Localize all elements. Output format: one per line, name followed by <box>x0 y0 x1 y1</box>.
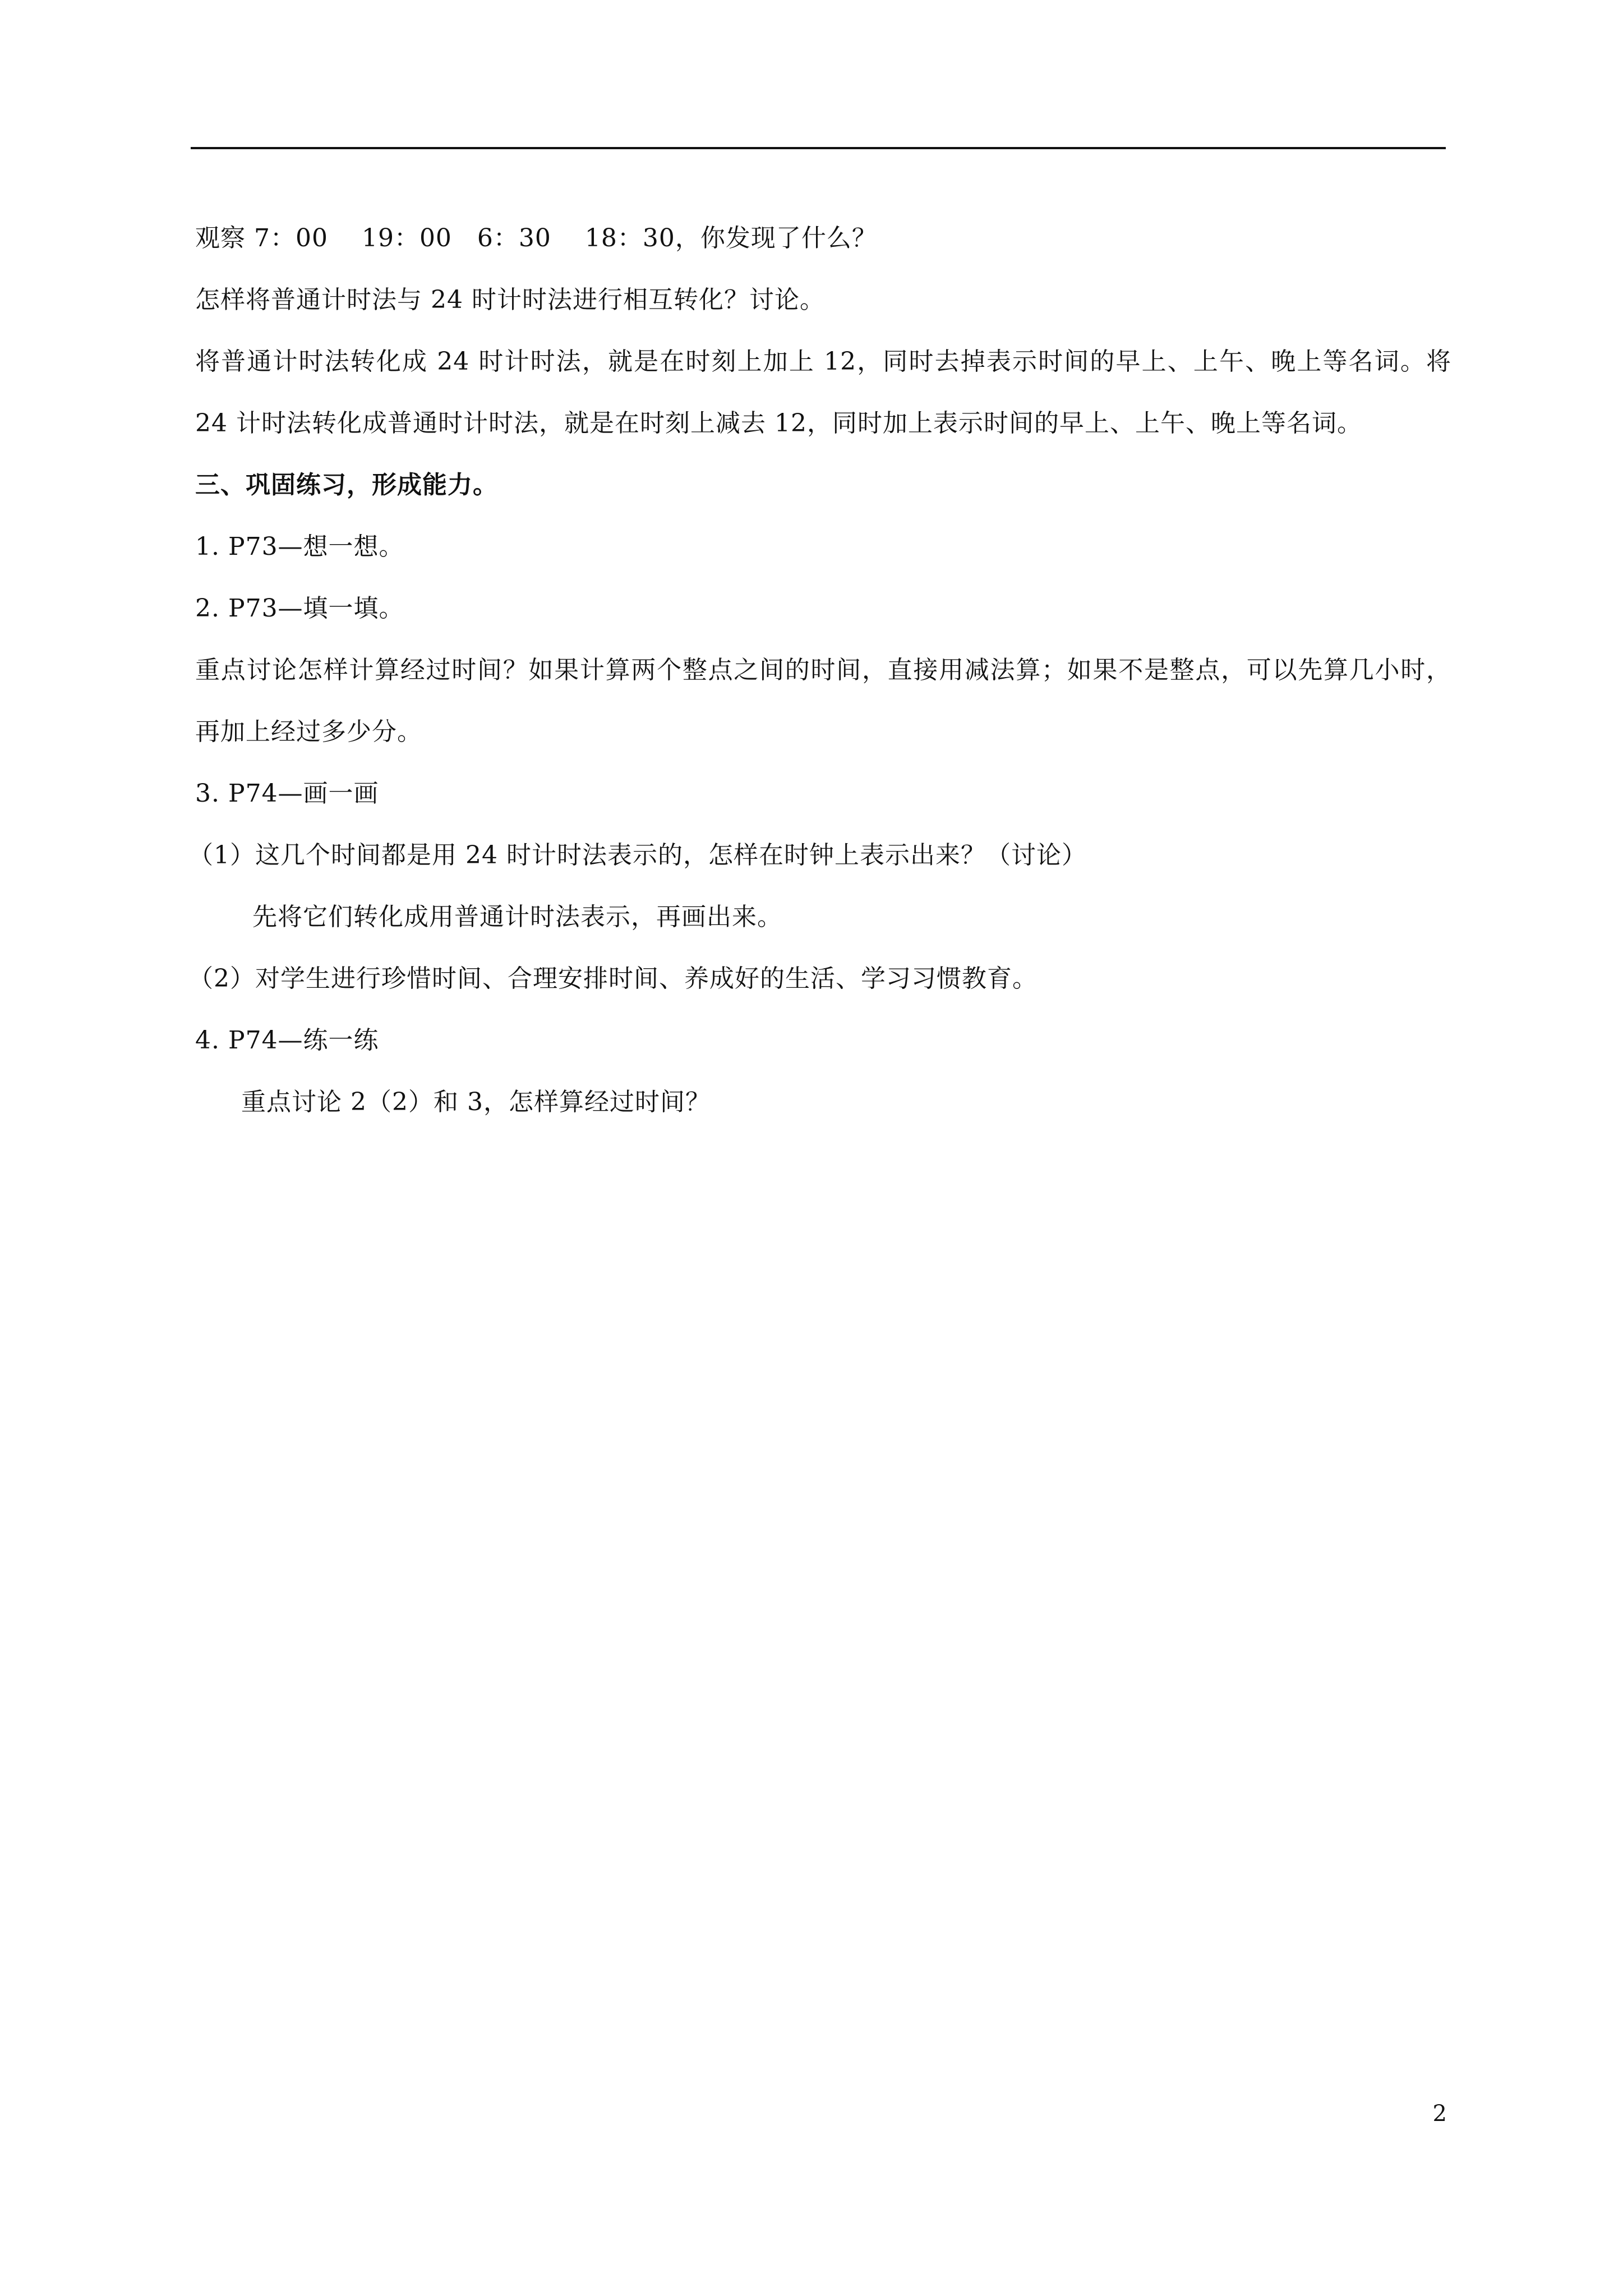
paragraph-conversion-explanation: 将普通计时法转化成 24 时计时法，就是在时刻上加上 12，同时去掉表示时间的早上、上午、晚上等名词。将 24 计时法转化成普通时计时法，就是在时刻上减去 12，同时加上表示时间的早上、上午、晚上等名词。 <box>195 347 1451 438</box>
document-body <box>188 208 1451 1133</box>
paragraph-elapsed-time-discussion: 重点讨论怎样计算经过时间？如果计算两个整点之间的时间，直接用减法算；如果不是整点，可以先算几小时，再加上经过多少分。 <box>195 656 1451 746</box>
section-heading-practice: 三、巩固练习，形成能力。 <box>195 471 498 499</box>
exercise-item-3: 3. P74—画一画 <box>195 779 379 808</box>
header-rule <box>191 147 1446 149</box>
sub-item-3-2: （2）对学生进行珍惜时间、合理安排时间、养成好的生活、学习习惯教育。 <box>188 964 1038 993</box>
paragraph-observe-times: 观察 7：00 19：00 6：30 18：30，你发现了什么？ <box>195 224 877 252</box>
paragraph-conversion-question: 怎样将普通计时法与 24 时计时法进行相互转化？讨论。 <box>195 286 825 314</box>
exercise-item-1: 1. P73—想一想。 <box>195 532 404 561</box>
exercise-item-4: 4. P74—练一练 <box>195 1026 379 1055</box>
sub-item-3-1-detail: 先将它们转化成用普通计时法表示，再画出来。 <box>252 903 782 931</box>
exercise-item-4-detail: 重点讨论 2（2）和 3，怎样算经过时间？ <box>241 1088 711 1116</box>
sub-item-3-1: （1）这几个时间都是用 24 时计时法表示的，怎样在时钟上表示出来？（讨论） <box>188 841 1087 869</box>
exercise-item-2: 2. P73—填一填。 <box>195 594 404 623</box>
page-number: 2 <box>1432 2101 1447 2127</box>
